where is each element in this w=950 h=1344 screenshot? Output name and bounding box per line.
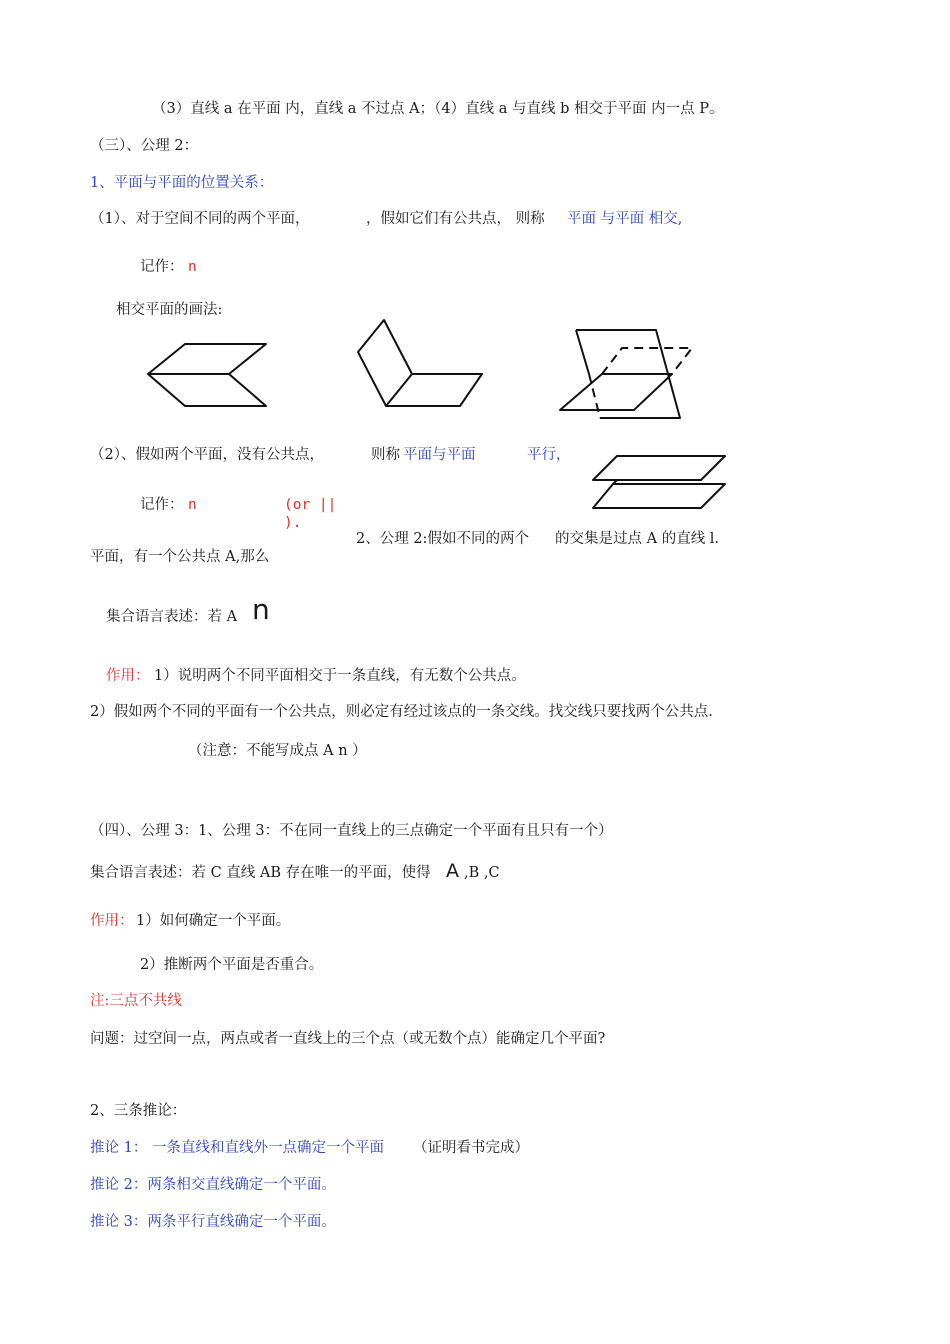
drawing-method-label: 相交平面的画法: [116,302,223,318]
axiom-2-statement-a: 2、公理 2:假如不同的两个 [356,531,529,547]
line-axiom-cases-3-4: （3）直线 a 在平面 内，直线 a 不过点 A；（4）直线 a 与直线 b 相交于平面 内一点 P。 [152,101,724,117]
intersecting-planes-figure-2 [350,314,490,414]
line-intersect-definition-c: 平面 与平面 相交, [567,211,683,227]
notation-alt-2: ). [284,515,302,531]
notation-label-1: 记作： [140,259,184,275]
usage-item-2: 2）假如两个不同的平面有一个公共点，则必定有经过该点的一条交线。找交线只要找两个公共点. [90,704,713,720]
axiom-2-statement-b: 的交集是过点 A 的直线 l. [555,531,720,547]
subheading-plane-relations: 1、平面与平面的位置关系： [90,175,274,191]
notation-symbol-2: n [188,497,197,513]
usage-label-2: 作用： [90,913,134,929]
set-language-axiom-3-c: ,B ,C [464,865,500,881]
corollary-2: 推论 2：两条相交直线确定一个平面。 [90,1177,336,1193]
corollary-1: 推论 1： 一条直线和直线外一点确定一个平面 [90,1140,384,1156]
notation-label-2: 记作： [140,497,184,513]
line-intersect-definition-b: ，假如它们有公共点， 则称 [366,211,545,227]
corollary-3: 推论 3：两条平行直线确定一个平面。 [90,1214,336,1230]
line-parallel-definition-c: 平面与平面 [403,447,476,463]
line-parallel-definition-d: 平行， [527,447,571,463]
note-notation: （注意：不能写成点 A n ） [188,743,367,759]
set-language-axiom-3-a: 集合语言表述：若 C 直线 AB 存在唯一的平面，使得 [90,865,431,881]
section-heading-axiom-2: （三）、公理 2： [90,138,199,154]
intersecting-planes-figure-3 [552,322,700,424]
axiom-2-statement-c: 平面，有一个公共点 A,那么 [90,549,270,565]
note-non-collinear: 注:三点不共线 [90,993,182,1009]
notation-alt-1: (or || [284,497,337,513]
line-intersect-definition-a: （1）、对于空间不同的两个平面， [90,211,310,227]
question-line: 问题：过空间一点，两点或者一直线上的三个点（或无数个点）能确定几个平面? [90,1031,606,1047]
set-language-a: 集合语言表述：若 A [106,609,238,625]
parallel-planes-figure [585,452,735,512]
notation-symbol-1: n [188,259,197,275]
set-language-axiom-3-b: A [446,860,459,882]
set-language-symbol: n [252,593,270,626]
usage-item-3: 1）如何确定一个平面。 [136,913,291,929]
usage-item-1: 1）说明两个不同平面相交于一条直线，有无数个公共点。 [154,668,526,684]
line-parallel-definition-a: （2）、假如两个平面，没有公共点， [90,447,324,463]
corollary-1-note: （证明看书完成） [413,1140,529,1156]
line-parallel-definition-b: 则称 [371,447,400,463]
section-heading-axiom-3: （四）、公理 3：1、公理 3：不在同一直线上的三点确定一个平面有且只有一个） [90,823,613,839]
usage-item-4: 2）推断两个平面是否重合。 [140,957,324,973]
corollaries-heading: 2、三条推论： [90,1103,187,1119]
intersecting-planes-figure-1 [140,336,275,416]
usage-label-1: 作用： [106,668,150,684]
